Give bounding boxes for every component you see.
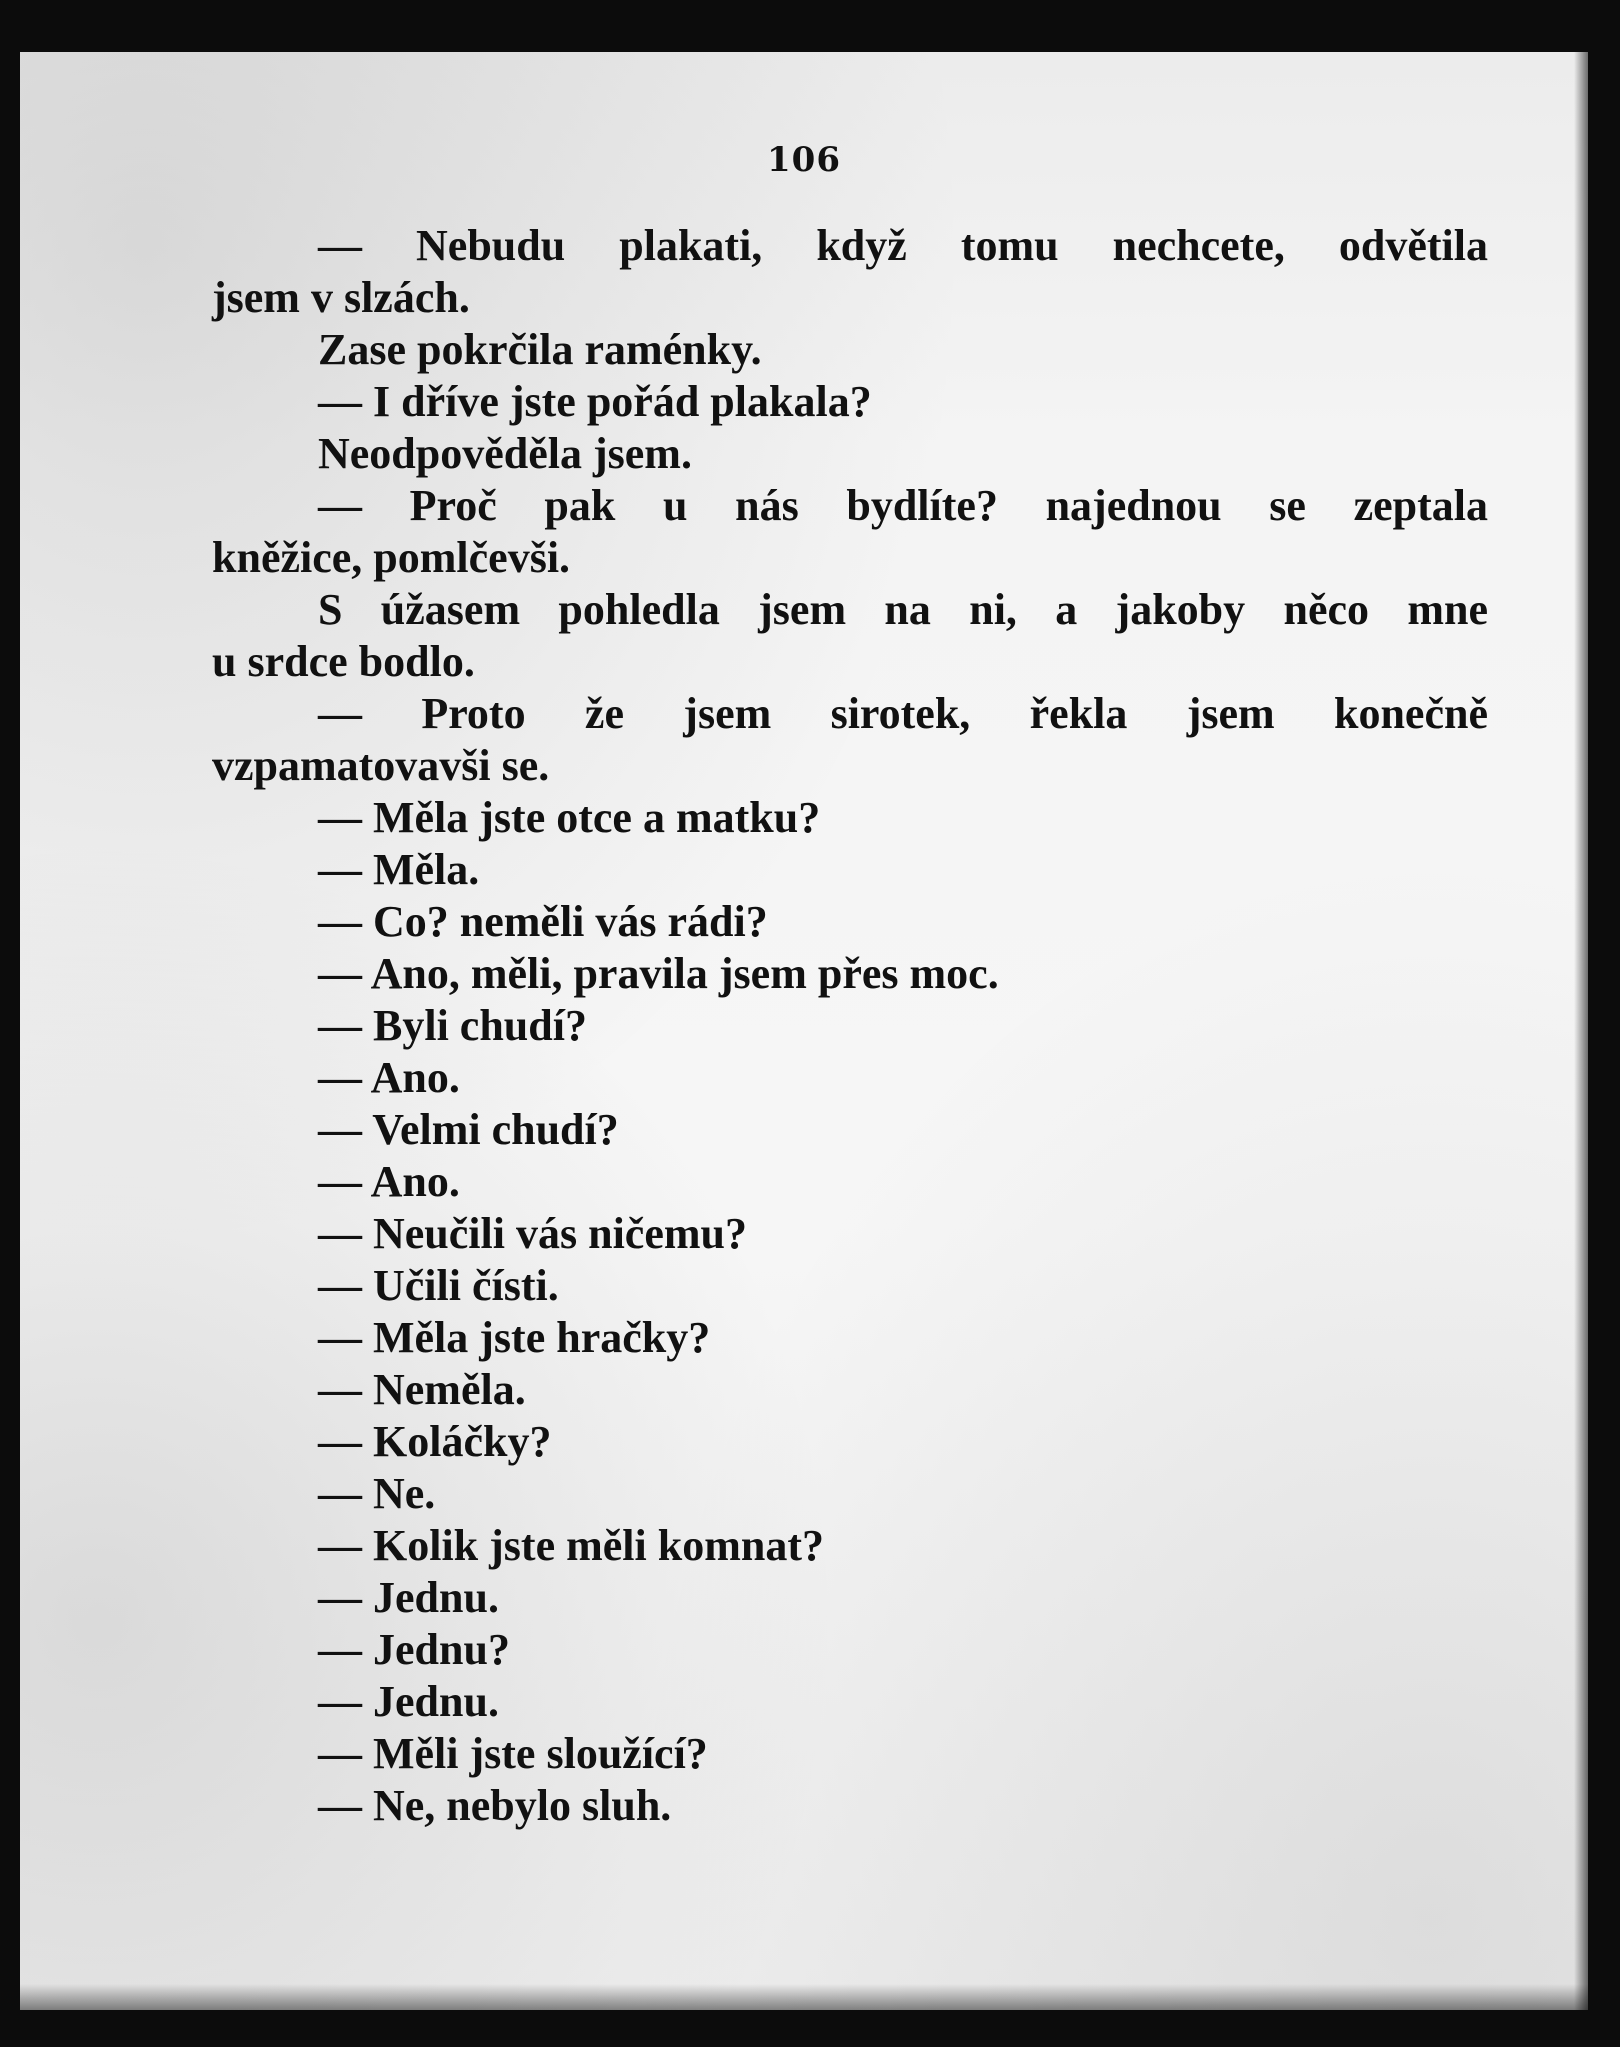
text-line: — Ano. xyxy=(318,1053,460,1102)
text-line: jsem v slzách. xyxy=(212,273,470,322)
text-line: — Kolik jste měli komnat? xyxy=(318,1521,824,1570)
text-line: Zase pokrčila raménky. xyxy=(318,325,762,374)
page-edge-shadow xyxy=(1574,52,1588,2010)
text-line: — Jednu? xyxy=(318,1625,510,1674)
text-line: u srdce bodlo. xyxy=(212,637,475,686)
text-line: kněžice, pomlčevši. xyxy=(212,533,571,582)
text-line: — Neučili vás ničemu? xyxy=(318,1209,747,1258)
text-line: — Učili čísti. xyxy=(318,1261,559,1310)
book-page xyxy=(20,52,1588,2010)
text-line: — Ano. xyxy=(318,1157,460,1206)
text-line: — Měla jste hračky? xyxy=(318,1313,711,1362)
text-line: — Byli chudí? xyxy=(318,1001,587,1050)
text-line: — Co? neměli vás rádi? xyxy=(318,897,768,946)
text-line: Neodpověděla jsem. xyxy=(318,429,692,478)
text-line: — Měla. xyxy=(318,845,480,894)
text-line: — Neměla. xyxy=(318,1365,526,1414)
text-line: — Proč pak u nás bydlíte? najednou se zeptala xyxy=(318,481,1488,530)
text-line: — Jednu. xyxy=(318,1677,499,1726)
text-line: — Ne, nebylo sluh. xyxy=(318,1781,672,1830)
text-line: — Koláčky? xyxy=(318,1417,552,1466)
text-line: — Ano, měli, pravila jsem přes moc. xyxy=(318,949,999,998)
text-line: — Velmi chudí? xyxy=(318,1105,619,1154)
text-line: — Jednu. xyxy=(318,1573,499,1622)
text-line: — Ne. xyxy=(318,1469,436,1518)
page-bottom-shadow xyxy=(20,1984,1588,2010)
text-line: — Nebudu plakati, když tomu nechcete, odvětila xyxy=(318,221,1488,270)
text-line: — Měla jste otce a matku? xyxy=(318,793,821,842)
text-line: — Proto že jsem sirotek, řekla jsem konečně xyxy=(318,689,1488,738)
text-line: — Měli jste sloužící? xyxy=(318,1729,708,1778)
text-line: — I dříve jste pořád plakala? xyxy=(318,377,872,426)
text-line: vzpamatovavši se. xyxy=(212,741,550,790)
text-line: S úžasem pohledla jsem na ni, a jakoby něco mne xyxy=(318,585,1488,634)
page-number: 106 xyxy=(767,140,841,180)
page-text xyxy=(212,220,1488,1832)
